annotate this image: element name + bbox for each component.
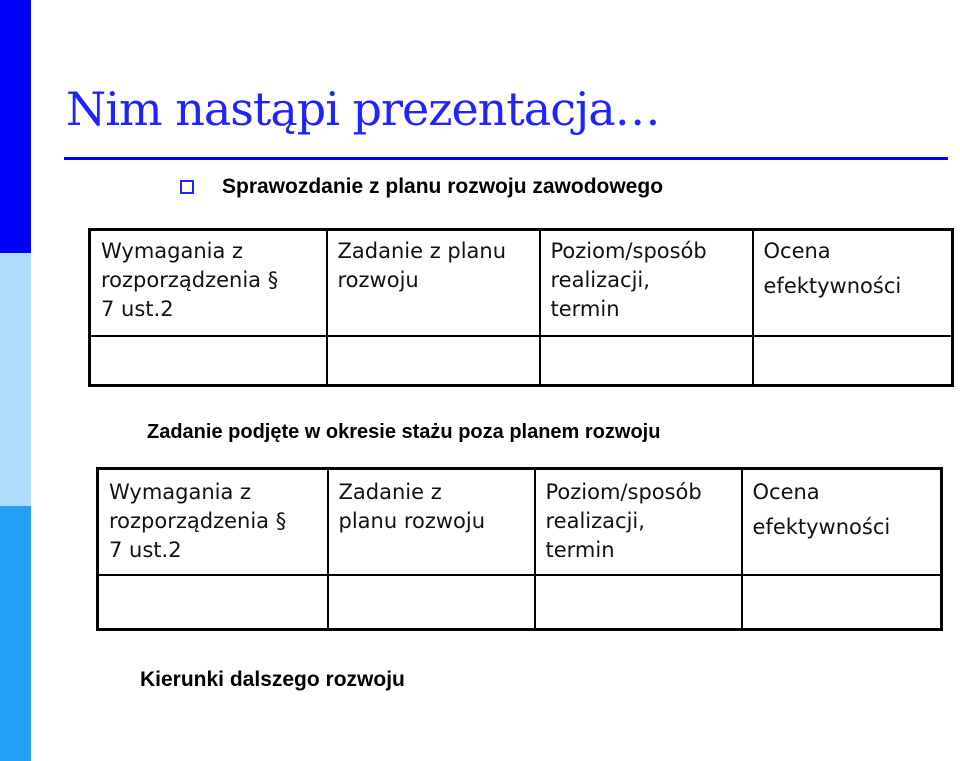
table-row (98, 575, 942, 630)
footer-heading: Kierunki dalszego rozwoju (140, 668, 405, 691)
cell-line: realizacji, (545, 509, 645, 533)
header-cell-task (328, 469, 535, 575)
header-cell-evaluation (753, 230, 953, 336)
square-bullet-icon (180, 180, 194, 194)
table-row (90, 336, 953, 386)
table-cell-empty (742, 575, 942, 630)
header-cell-level (540, 230, 753, 336)
section-heading: Zadanie podjęte w okresie stażu poza planem rozwoju (147, 421, 661, 443)
table-header-row (90, 230, 953, 336)
cell-line: Ocena (763, 239, 831, 263)
cell-line: efektywności (763, 274, 902, 298)
header-cell-requirements (90, 230, 327, 336)
slide-title: Nim nastąpi prezentacja… (66, 82, 660, 136)
sidebar-band-bottom (0, 506, 31, 761)
header-cell-evaluation (742, 469, 942, 575)
table-header-row (98, 469, 942, 575)
cell-line: planu rozwoju (338, 509, 486, 533)
extra-tasks-table (96, 467, 943, 631)
table-cell-empty (535, 575, 742, 630)
table-cell-empty (540, 336, 753, 386)
bullet-item (180, 175, 663, 199)
cell-line: 7 ust.2 (101, 297, 174, 321)
cell-line: Wymagania z (109, 480, 252, 504)
cell-line: Zadanie z (338, 480, 442, 504)
cell-line: realizacji, (550, 268, 650, 292)
table-cell-empty (753, 336, 953, 386)
cell-line: Zadanie z planu (337, 239, 507, 263)
header-cell-level (535, 469, 742, 575)
sidebar-decoration (0, 0, 31, 761)
table-cell-empty (90, 336, 327, 386)
cell-line: 7 ust.2 (109, 538, 182, 562)
sidebar-band-top (0, 0, 31, 253)
table-cell-empty (98, 575, 328, 630)
table-cell-empty (327, 336, 540, 386)
cell-line: rozporządzenia § (109, 509, 287, 533)
cell-line: Ocena (752, 480, 820, 504)
cell-line: rozwoju (337, 268, 419, 292)
table-cell-empty (328, 575, 535, 630)
header-cell-requirements (98, 469, 328, 575)
plan-table (88, 228, 954, 387)
cell-line: Wymagania z (101, 239, 244, 263)
sidebar-band-middle (0, 253, 31, 506)
header-cell-task (327, 230, 540, 336)
cell-line: termin (550, 297, 620, 321)
cell-line: Poziom/sposób (545, 480, 702, 504)
cell-line: Poziom/sposób (550, 239, 707, 263)
bullet-text: Sprawozdanie z planu rozwoju zawodowego (222, 175, 664, 198)
cell-line: efektywności (752, 515, 891, 539)
cell-line: termin (545, 538, 615, 562)
title-underline (64, 157, 948, 160)
cell-line: rozporządzenia § (101, 268, 279, 292)
